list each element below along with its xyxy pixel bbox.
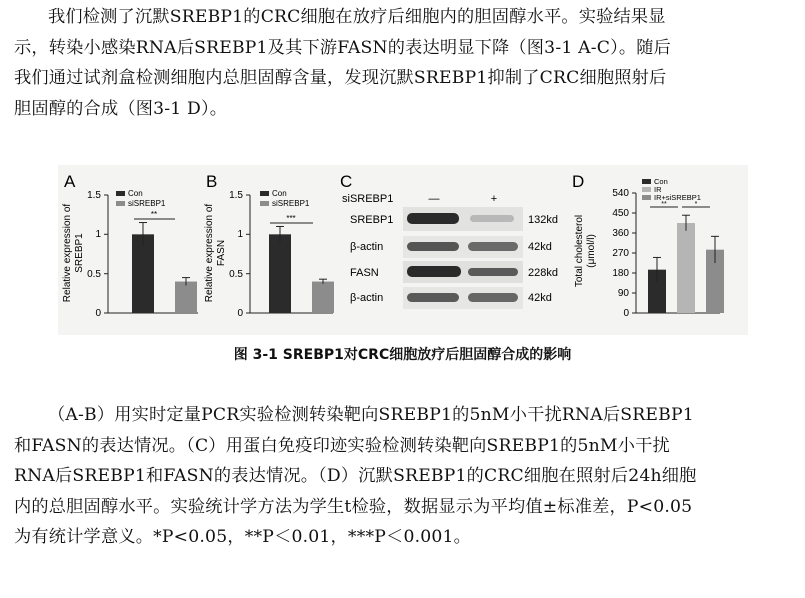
panel-b-tick-label: 0.5 <box>229 269 243 280</box>
panel-d-bars <box>648 215 724 313</box>
bar-sisrebp1 <box>312 282 334 313</box>
blot-label: FASN <box>350 267 379 279</box>
panel-c-header-label: siSREBP1 <box>342 193 394 205</box>
legend-swatch-con <box>642 179 651 184</box>
panel-a-sig-marker: ** <box>150 210 158 219</box>
intro-line: 胆固醇的合成（图3-1 D）。 <box>14 98 228 119</box>
figure-3-1 <box>58 165 748 335</box>
blot-size: 42kd <box>528 292 552 304</box>
panel-a-letter: A <box>64 172 76 191</box>
panel-d-letter: D <box>572 172 585 191</box>
panel-b-ticks <box>229 190 250 319</box>
blot-label: β-actin <box>350 241 384 253</box>
legend-swatch-ir <box>642 187 651 192</box>
legend-label: Con <box>272 189 287 198</box>
panel-b-legend <box>260 189 310 208</box>
panel-d-ylabel-2: (μmol/l) <box>586 234 597 268</box>
panel-a-ylabel-1: Relative expression of <box>62 203 73 303</box>
intro-line: 示，转染小感染RNA后SREBP1及其下游FASN的表达明显下降（图3-1 A-C）。随后 <box>14 37 672 58</box>
panel-d-ylabel-1: Total cholesterol <box>574 214 585 288</box>
legend-label: Con <box>654 177 668 186</box>
intro-line: 我们检测了沉默SREBP1的CRC细胞在放疗后细胞内的胆固醇水平。实验结果显 <box>48 7 666 27</box>
panel-a <box>62 172 198 319</box>
panel-d-sig-marker: ** <box>661 201 667 208</box>
panel-a-legend <box>116 189 166 208</box>
panel-a-ylabel-2: SREBP1 <box>74 233 85 273</box>
panel-b-tick-label: 0 <box>237 308 243 319</box>
panel-d-legend <box>642 177 701 202</box>
legend-swatch-con <box>260 191 269 196</box>
panel-d-tick-label: 180 <box>612 268 629 279</box>
legend-label: Con <box>128 189 143 198</box>
panel-d-tick-label: 270 <box>612 248 629 259</box>
panel-d-ticks <box>612 188 636 319</box>
panel-c <box>340 172 558 309</box>
bar-con <box>132 234 154 313</box>
blot-band-srebp1-con <box>407 213 459 224</box>
blot-label: β-actin <box>350 292 384 304</box>
panel-b <box>204 172 334 319</box>
bar-ir <box>677 223 695 313</box>
bar-sisrebp1 <box>175 282 197 313</box>
panel-c-header-plus: + <box>490 193 498 205</box>
blot-band-srebp1-si <box>470 215 514 222</box>
panel-d-tick-label: 90 <box>617 288 629 299</box>
legend-swatch-con <box>116 191 125 196</box>
legend-swatch-ir-sisrebp1 <box>642 195 651 200</box>
legend-line: 和FASN的表达情况。（C）用蛋白免疫印迹实验检测转染靶向SREBP1的5nM小干扰 <box>14 435 670 456</box>
panel-d-sig-marker: * <box>694 201 698 208</box>
figure-caption: 图 3-1 SREBP1对CRC细胞放疗后胆固醇合成的影响 <box>233 347 572 363</box>
blot-band-fasn-con <box>407 266 461 277</box>
legend-line: 内的总胆固醇水平。实验统计学方法为学生t检验，数据显示为平均值±标准差，P<0.05 <box>14 496 693 517</box>
panel-b-tick-label: 1.5 <box>229 190 243 201</box>
figure-legend-paragraph <box>14 400 794 553</box>
legend-swatch-sisrebp1 <box>116 201 125 206</box>
legend-label: siSREBP1 <box>272 199 310 208</box>
panel-d <box>572 172 724 319</box>
blot-size: 132kd <box>528 214 558 226</box>
blot-label: SREBP1 <box>350 214 394 226</box>
legend-label: IR <box>654 185 662 194</box>
blot-size: 42kd <box>528 241 552 253</box>
blot-band-actin2-si <box>468 293 518 302</box>
panel-b-letter: B <box>206 172 218 191</box>
blot-band-actin-con <box>407 242 459 251</box>
panel-b-bars <box>269 226 334 313</box>
blot-size: 228kd <box>528 267 558 279</box>
blot-band-actin-si <box>468 242 518 251</box>
legend-line: （A-B）用实时定量PCR实验检测转染靶向SREBP1的5nM小干扰RNA后SREBP1 <box>48 405 694 425</box>
legend-label: siSREBP1 <box>128 199 166 208</box>
panel-b-ylabel-2: FASN <box>216 239 227 267</box>
panel-a-bars <box>132 223 197 313</box>
legend-label: IR+siSREBP1 <box>654 193 701 202</box>
panel-a-tick-label: 1.5 <box>87 190 101 201</box>
panel-d-tick-label: 360 <box>612 228 629 239</box>
panel-d-tick-label: 0 <box>623 308 629 319</box>
bar-con <box>269 234 291 313</box>
panel-b-sig-marker: *** <box>286 214 296 223</box>
figure-svg <box>58 165 748 335</box>
panel-b-ylabel-1: Relative expression of <box>204 203 215 303</box>
blot-band-actin2-con <box>407 293 459 302</box>
panel-b-tick-label: 1 <box>237 229 243 240</box>
legend-swatch-sisrebp1 <box>260 201 269 206</box>
panel-d-tick-label: 540 <box>612 188 629 199</box>
panel-a-tick-label: 1 <box>95 229 101 240</box>
legend-line: RNA后SREBP1和FASN的表达情况。（D）沉默SREBP1的CRC细胞在照射后24h细胞 <box>14 466 697 486</box>
panel-a-tick-label: 0 <box>95 308 101 319</box>
intro-paragraph <box>14 2 794 124</box>
blot-band-fasn-si <box>468 268 518 276</box>
panel-c-header-minus: — <box>428 193 440 205</box>
panel-c-letter: C <box>340 172 353 191</box>
intro-line: 我们通过试剂盒检测细胞内总胆固醇含量，发现沉默SREBP1抑制了CRC细胞照射后 <box>14 68 667 88</box>
panel-a-tick-label: 0.5 <box>87 269 101 280</box>
panel-a-ticks <box>87 190 108 319</box>
legend-line: 为有统计学意义。*P<0.05，**P＜0.01，***P＜0.001。 <box>14 527 472 547</box>
panel-d-tick-label: 450 <box>612 208 629 219</box>
